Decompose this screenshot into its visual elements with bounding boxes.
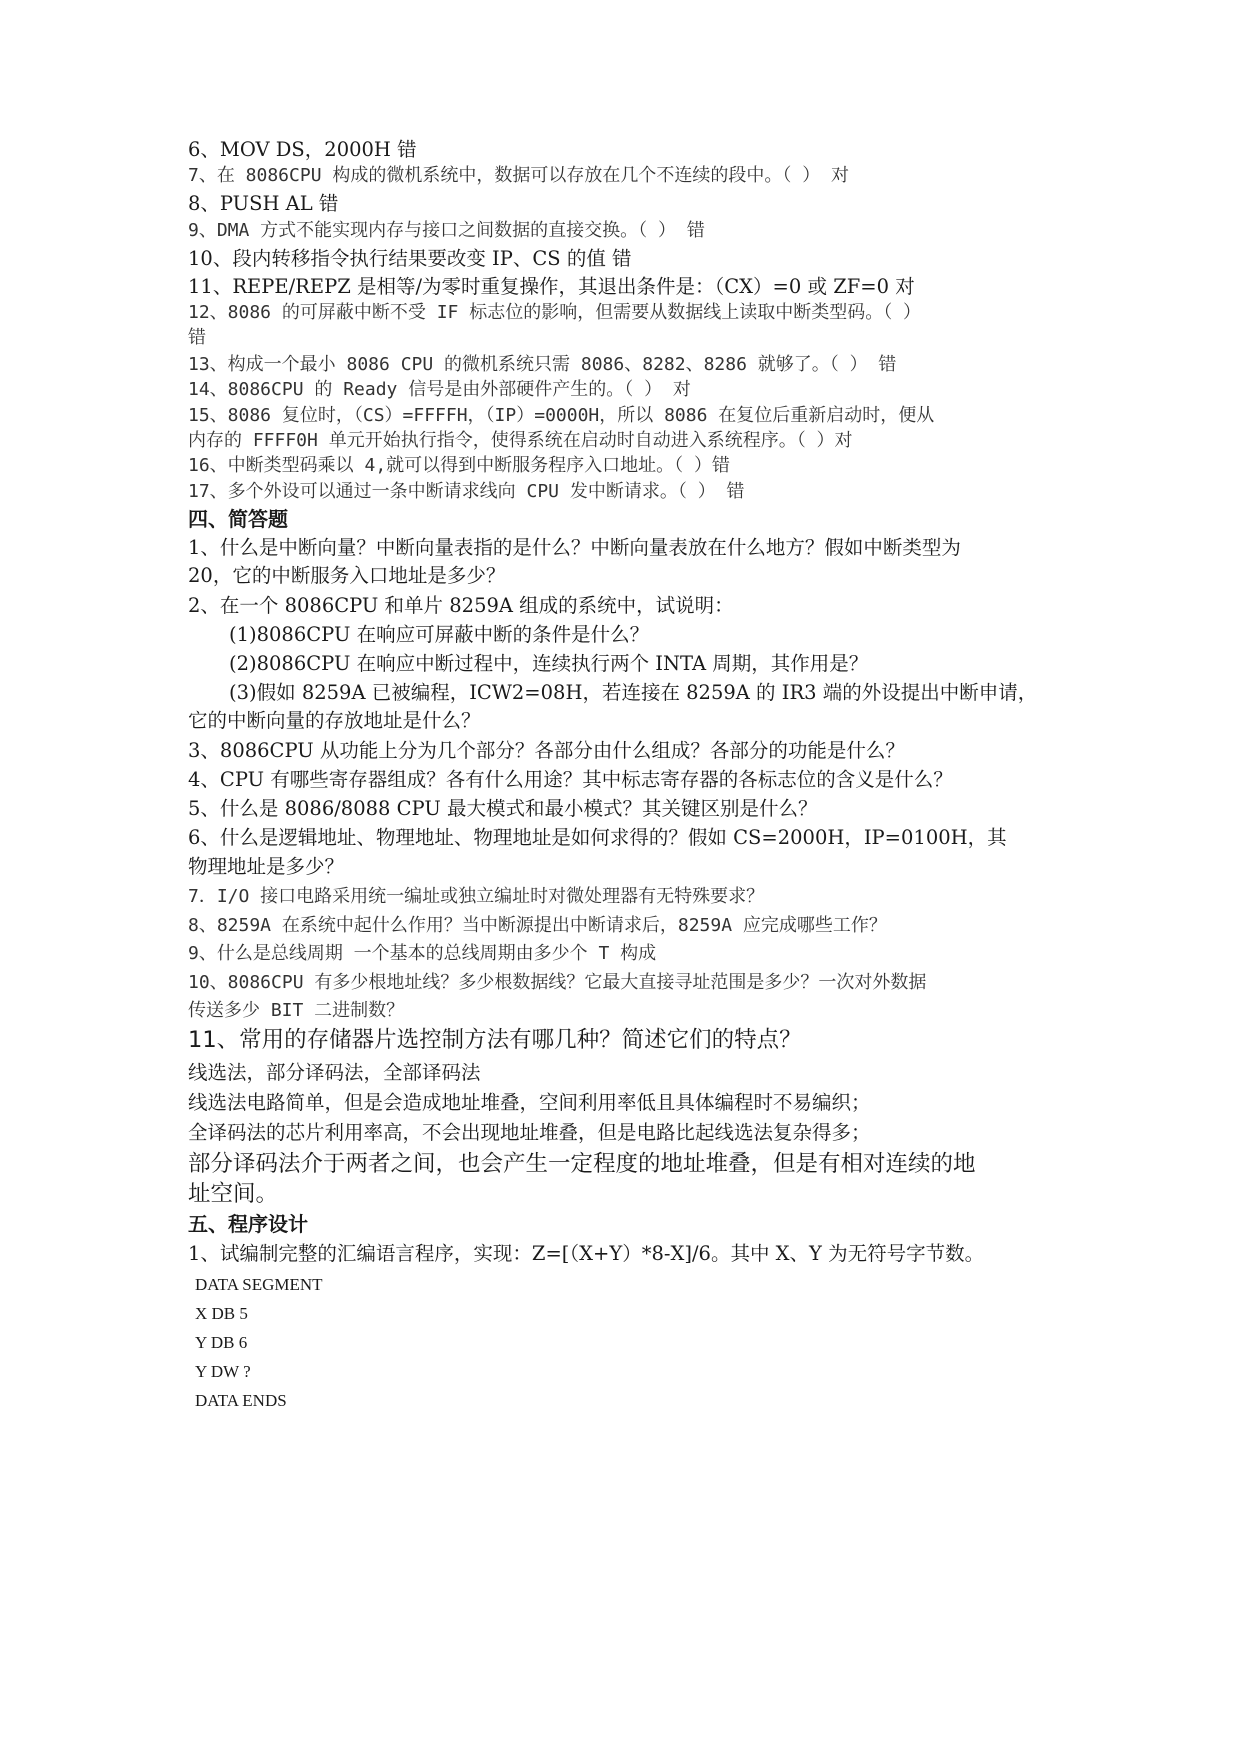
- answer-11-line-2: 线选法电路简单，但是会造成地址堆叠，空间利用率低且具体编程时不易编织；: [188, 1091, 871, 1114]
- qa-item-2-sub-3-cont: 它的中断向量的存放地址是什么？: [188, 709, 481, 732]
- qa-item-2-sub-2: (2)8086CPU 在响应中断过程中，连续执行两个 INTA 周期，其作用是？: [229, 652, 869, 675]
- qa-item-11: 11、常用的存储器片选控制方法有哪几种？简述它们的特点？: [188, 1027, 802, 1053]
- qa-item-2: 2、在一个 8086CPU 和单片 8259A 组成的系统中，试说明：: [188, 594, 734, 617]
- tf-item-10: 10、段内转移指令执行结果要改变 IP、CS 的值 错: [188, 247, 632, 270]
- qa-item-8: 8、8259A 在系统中起什么作用？当中断源提出中断请求后，8259A 应完成哪些工作？: [188, 915, 887, 936]
- section-heading-short-answer: 四、简答题: [188, 507, 288, 531]
- code-line-5: DATA ENDS: [195, 1391, 287, 1410]
- qa-item-1: 1、什么是中断向量？中断向量表指的是什么？中断向量表放在什么地方？假如中断类型为: [188, 536, 961, 559]
- section-heading-program-design: 五、程序设计: [188, 1212, 308, 1236]
- answer-11-line-5: 址空间。: [188, 1181, 279, 1207]
- tf-item-8: 8、PUSH AL 错: [188, 192, 339, 215]
- code-line-2: X DB 5: [195, 1304, 248, 1323]
- tf-item-6: 6、MOV DS，2000H 错: [188, 138, 417, 161]
- answer-11-line-3: 全译码法的芯片利用率高，不会出现地址堆叠，但是电路比起线选法复杂得多；: [188, 1121, 871, 1144]
- tf-item-14: 14、8086CPU 的 Ready 信号是由外部硬件产生的。（ ） 对: [188, 379, 691, 400]
- qa-item-6: 6、什么是逻辑地址、物理地址、物理地址是如何求得的？假如 CS=2000H，IP=0100H，其: [188, 826, 1007, 849]
- tf-item-16: 16、中断类型码乘以 4,就可以得到中断服务程序入口地址。（ ）错: [188, 455, 731, 476]
- qa-item-5: 5、什么是 8086/8088 CPU 最大模式和最小模式？其关键区别是什么？: [188, 797, 818, 820]
- qa-item-2-sub-1: (1)8086CPU 在响应可屏蔽中断的条件是什么？: [229, 623, 650, 646]
- program-item-1: 1、试编制完整的汇编语言程序，实现：Z=[（X+Y）*8-X]/6。其中 X、Y 为无符号字节数。: [188, 1242, 985, 1265]
- tf-item-9: 9、DMA 方式不能实现内存与接口之间数据的直接交换。（ ） 错: [188, 220, 705, 241]
- qa-item-2-sub-3: (3)假如 8259A 已被编程，ICW2=08H，若连接在 8259A 的 IR3 端的外设提出中断申请，: [229, 681, 1038, 704]
- tf-item-12-answer: 错: [188, 327, 206, 348]
- tf-item-12: 12、8086 的可屏蔽中断不受 IF 标志位的影响，但需要从数据线上读取中断类型码。（ ）: [188, 302, 922, 323]
- qa-item-9: 9、什么是总线周期 一个基本的总线周期由多少个 T 构成: [188, 943, 657, 964]
- qa-item-3: 3、8086CPU 从功能上分为几个部分？各部分由什么组成？各部分的功能是什么？: [188, 739, 905, 762]
- code-line-1: DATA SEGMENT: [195, 1275, 323, 1294]
- tf-item-13: 13、构成一个最小 8086 CPU 的微机系统只需 8086、8282、8286 就够了。（ ） 错: [188, 354, 897, 375]
- tf-item-7: 7、在 8086CPU 构成的微机系统中，数据可以存放在几个不连续的段中。（ ） 对: [188, 165, 850, 186]
- tf-item-11: 11、REPE/REPZ 是相等/为零时重复操作，其退出条件是：（CX）=0 或 ZF=0 对: [188, 275, 915, 298]
- qa-item-10: 10、8086CPU 有多少根地址线？多少根数据线？它最大直接寻址范围是多少？一次对外数据: [188, 972, 927, 993]
- code-line-4: Y DW ?: [195, 1362, 251, 1381]
- answer-11-line-1: 线选法，部分译码法，全部译码法: [188, 1061, 481, 1084]
- answer-11-line-4: 部分译码法介于两者之间，也会产生一定程度的地址堆叠，但是有相对连续的地: [188, 1151, 976, 1177]
- qa-item-4: 4、CPU 有哪些寄存器组成？各有什么用途？其中标志寄存器的各标志位的含义是什么？: [188, 768, 953, 791]
- tf-item-17: 17、多个外设可以通过一条中断请求线向 CPU 发中断请求。（ ） 错: [188, 481, 745, 502]
- tf-item-15: 15、8086 复位时，（CS）=FFFFH，（IP）=0000H，所以 8086 在复位后重新启动时，便从: [188, 405, 935, 426]
- qa-item-1-cont: 20，它的中断服务入口地址是多少？: [188, 564, 506, 587]
- qa-item-10-cont: 传送多少 BIT 二进制数？: [188, 1000, 405, 1021]
- code-line-3: Y DB 6: [195, 1333, 248, 1352]
- tf-item-15-cont: 内存的 FFFF0H 单元开始执行指令，使得系统在启动时自动进入系统程序。（ ）对: [188, 430, 853, 451]
- qa-item-6-cont: 物理地址是多少？: [188, 855, 345, 878]
- qa-item-7: 7．I/O 接口电路采用统一编址或独立编址时对微处理器有无特殊要求？: [188, 886, 765, 907]
